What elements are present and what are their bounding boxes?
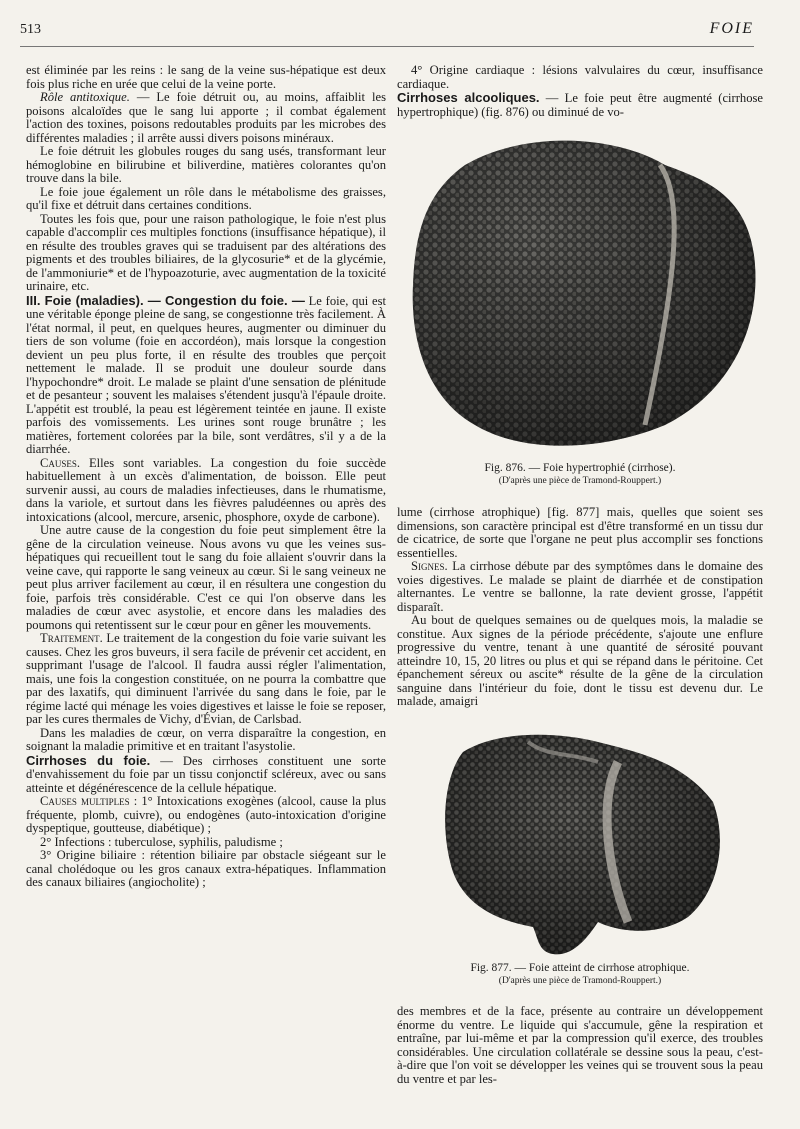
left-column bbox=[26, 64, 386, 890]
figure-877-caption bbox=[397, 962, 763, 986]
paragraph: lume (cirrhose atrophique) [fig. 877] mais, quelles que soient ses dimensions, son caractère principal est d'être transformé en un tissu dur de cicatrice, de sorte que l'organe ne peut plus accomplir ses fonctions essentielles. bbox=[397, 505, 763, 560]
paragraph-text: Le foie, qui est une véritable éponge pleine de sang, se congestionne très facilement. À l'état normal, il peut, en quelques heures, augmenter ou diminuer du tiers de son volume (foie en accordéon), mais lorsque la congestion devient un peu plus forte, il en résulte des troubles que perçoit nettement le malade. Il se produit une douleur sourde dans l'hypochondre* droit. Le malade se plaint d'une sensation de plénitude et de pesanteur ; souvent les malaises s'étendent jusqu'à l'épaule droite. L'appétit est troublé, la peau est légèrement teintée en jaune. Il existe parfois des vomissements. Les urines sont rouge brunâtre ; les matières, fortement colorées par la bile, sont verdâtres, s'il y a de la diarrhée. bbox=[26, 293, 386, 456]
right-column-middle bbox=[397, 506, 763, 709]
paragraph: Toutes les fois que, pour une raison pathologique, le foie n'est plus capable d'accomplir ces multiples fonctions (insuffisance hépatique), il en résulte des troubles graves qui se traduisent par des altérations des pigments et des troubles biliaires, de la glycosurie* et de la glycémie, de l'ammoniurie* et de l'hypoazoturie, avec augmentation de la toxicité urinaire, etc. bbox=[26, 211, 386, 293]
paragraph-text: Elles sont variables. La congestion du foie succède habituellement à un excès d'alimentation, de boisson. Elle peut survenir aussi, au cours de maladies infectieuses, dans le rhumatisme, dans la variole, et surtout dans les fièvres paludéennes ou après des intoxications (alcool, mercure, arsenic, phosphore, oxyde de carbone). bbox=[26, 455, 386, 524]
caption-credit: (D'après une pièce de Tramond-Rouppert.) bbox=[498, 976, 662, 986]
paragraph-text: — Le foie peut être augmenté (cirrhose hypertrophique) (fig. 876) ou diminué de vo- bbox=[397, 91, 764, 119]
paragraph bbox=[397, 560, 763, 614]
figure-876-caption bbox=[397, 462, 763, 486]
subheading: Traitement. bbox=[40, 631, 103, 645]
paragraph bbox=[26, 91, 386, 145]
paragraph bbox=[26, 632, 386, 727]
page-number: 513 bbox=[20, 22, 41, 37]
section-heading: Cirrhoses alcooliques. bbox=[397, 90, 540, 105]
subheading: Causes multiples : bbox=[40, 794, 138, 808]
paragraph bbox=[26, 457, 386, 525]
caption-text: Fig. 877. — Foie atteint de cirrhose atrophique. bbox=[470, 962, 690, 974]
paragraph-text: Le traitement de la congestion du foie varie suivant les causes. Chez les gros buveurs, il sera facile de prévenir cet accident, en supprimant l'usage de l'alcool. Il faudra aussi régler l'alimentation, mais, une fois la congestion constituée, on ne pourra la combattre que par des laxatifs, qui diminuent l'arrivée du sang dans le foie, par le régime lacté qui ménage les voies digestives et laisse le foie se reposer, par les cures thermales de Vichy, d'Évian, de Carlsbad. bbox=[26, 631, 386, 726]
right-column-bottom bbox=[397, 1005, 763, 1086]
subheading: Causes. bbox=[40, 455, 81, 470]
caption-text: Fig. 876. — Foie hypertrophié (cirrhose). bbox=[484, 462, 676, 474]
figure-876-hypertrophic-liver bbox=[405, 125, 765, 460]
paragraph: Une autre cause de la congestion du foie peut simplement être la gêne de la circulation veineuse. Nous avons vu que les veines sus-hépatiques qui recueillent tout le sang du foie allaient s'ouvrir dans la veine cave, qui rapporte le sang veineux au cœur. Si le sang veineux ne peut plus arriver facilement au cœur, il en résultera une congestion du foie, parfois très considérable. C'est ce qui l'on observe dans les maladies de cœur avec asystolie, et encore dans les maladies des poumons qui retentissent sur le cœur pour en gêner les mouvements. bbox=[26, 523, 386, 632]
section-heading: III. Foie (maladies). bbox=[26, 292, 144, 308]
paragraph: des membres et de la face, présente au contraire un développement énorme du ventre. Le liquide qui s'accumule, gêne la respiration et entraîne, par lui-même et par la compression qu'il exerce, des troubles considérables. Une circulation collatérale se dessine sous la peau, c'est-à-dire que l'on voit se développer les veines qui se trouvent sous la peau du ventre et par les- bbox=[397, 1004, 763, 1086]
paragraph: Dans les maladies de cœur, on verra disparaître la congestion, en soignant la maladie primitive et en traitant l'asystolie. bbox=[26, 725, 386, 753]
running-title: FOIE bbox=[709, 20, 754, 37]
paragraph-text: — Des cirrhoses constituent une sorte d'envahissement du foie par un tissu conjonctif scléreux, avec ou sans atteinte et dégénérescence de la cellule hépatique. bbox=[26, 753, 386, 795]
paragraph: 4° Origine cardiaque : lésions valvulaires du cœur, insuffisance cardiaque. bbox=[397, 63, 763, 91]
figure-877-atrophic-liver bbox=[438, 722, 728, 960]
paragraph-text: — Le foie détruit ou, au moins, affaiblit les poisons alcaloïdes que le sang lui apporte ; il combat également l'action des toxines, poisons redoutables produits par les microbes des différentes maladies ; il arrête aussi divers poisons minéraux. bbox=[26, 90, 386, 145]
paragraph: Au bout de quelques semaines ou de quelques mois, la maladie se constitue. Aux signes de la période précédente, s'ajoute une enflure progressive du ventre, tenant à une quantité de sérosité pouvant atteindre 10, 15, 20 litres ou plus et qui se répand dans le péritoine. Cet épanchement séreux ou ascite* résulte de la gêne de la circulation sanguine dans l'intérieur du foie, dont le tissu est devenu dur. Le malade, amaigri bbox=[397, 613, 763, 708]
paragraph-text: La cirrhose débute par des symptômes dans le domaine des voies digestives. Le malade se plaint de diarrhée et de constipation alternantes. Le ventre se ballonne, la rate devient grosse, l'appétit disparaît. bbox=[397, 559, 763, 614]
paragraph: Le foie joue également un rôle dans le métabolisme des graisses, qu'il fixe et détruit dans certaines conditions. bbox=[26, 184, 386, 212]
paragraph: 3° Origine biliaire : rétention biliaire par obstacle siégeant sur le canal cholédoque ou les gros canaux extra-hépatiques. Inflammation des canaux biliaires (angiocholite) ; bbox=[26, 848, 386, 889]
section-heading: Cirrhoses du foie. bbox=[26, 752, 151, 768]
right-column-top bbox=[397, 64, 763, 119]
paragraph: 2° Infections : tuberculose, syphilis, paludisme ; bbox=[40, 834, 283, 849]
subheading: Signes. bbox=[411, 559, 448, 573]
paragraph bbox=[26, 754, 386, 796]
paragraph: est éliminée par les reins : le sang de la veine sus-hépatique est deux fois plus riche en urée que celui de la veine porte. bbox=[26, 63, 386, 91]
caption-credit: (D'après une pièce de Tramond-Rouppert.) bbox=[498, 476, 662, 486]
paragraph bbox=[26, 294, 386, 457]
paragraph: Le foie détruit les globules rouges du sang usés, transformant leur hémoglobine en bilirubine et biliverdine, matières colorantes qu'on trouve dans la bile. bbox=[26, 144, 386, 185]
subheading: Rôle antitoxique. bbox=[40, 90, 130, 104]
section-subheading: — Congestion du foie. — bbox=[143, 292, 305, 308]
paragraph bbox=[26, 795, 386, 836]
paragraph-text: 1° Intoxications exogènes (alcool, cause la plus fréquente, plomb, cuivre), ou endogènes (auto-intoxication d'origine dyspeptique, goutteuse, diabétique) ; bbox=[26, 794, 386, 835]
paragraph bbox=[397, 91, 763, 119]
running-header bbox=[20, 18, 754, 47]
